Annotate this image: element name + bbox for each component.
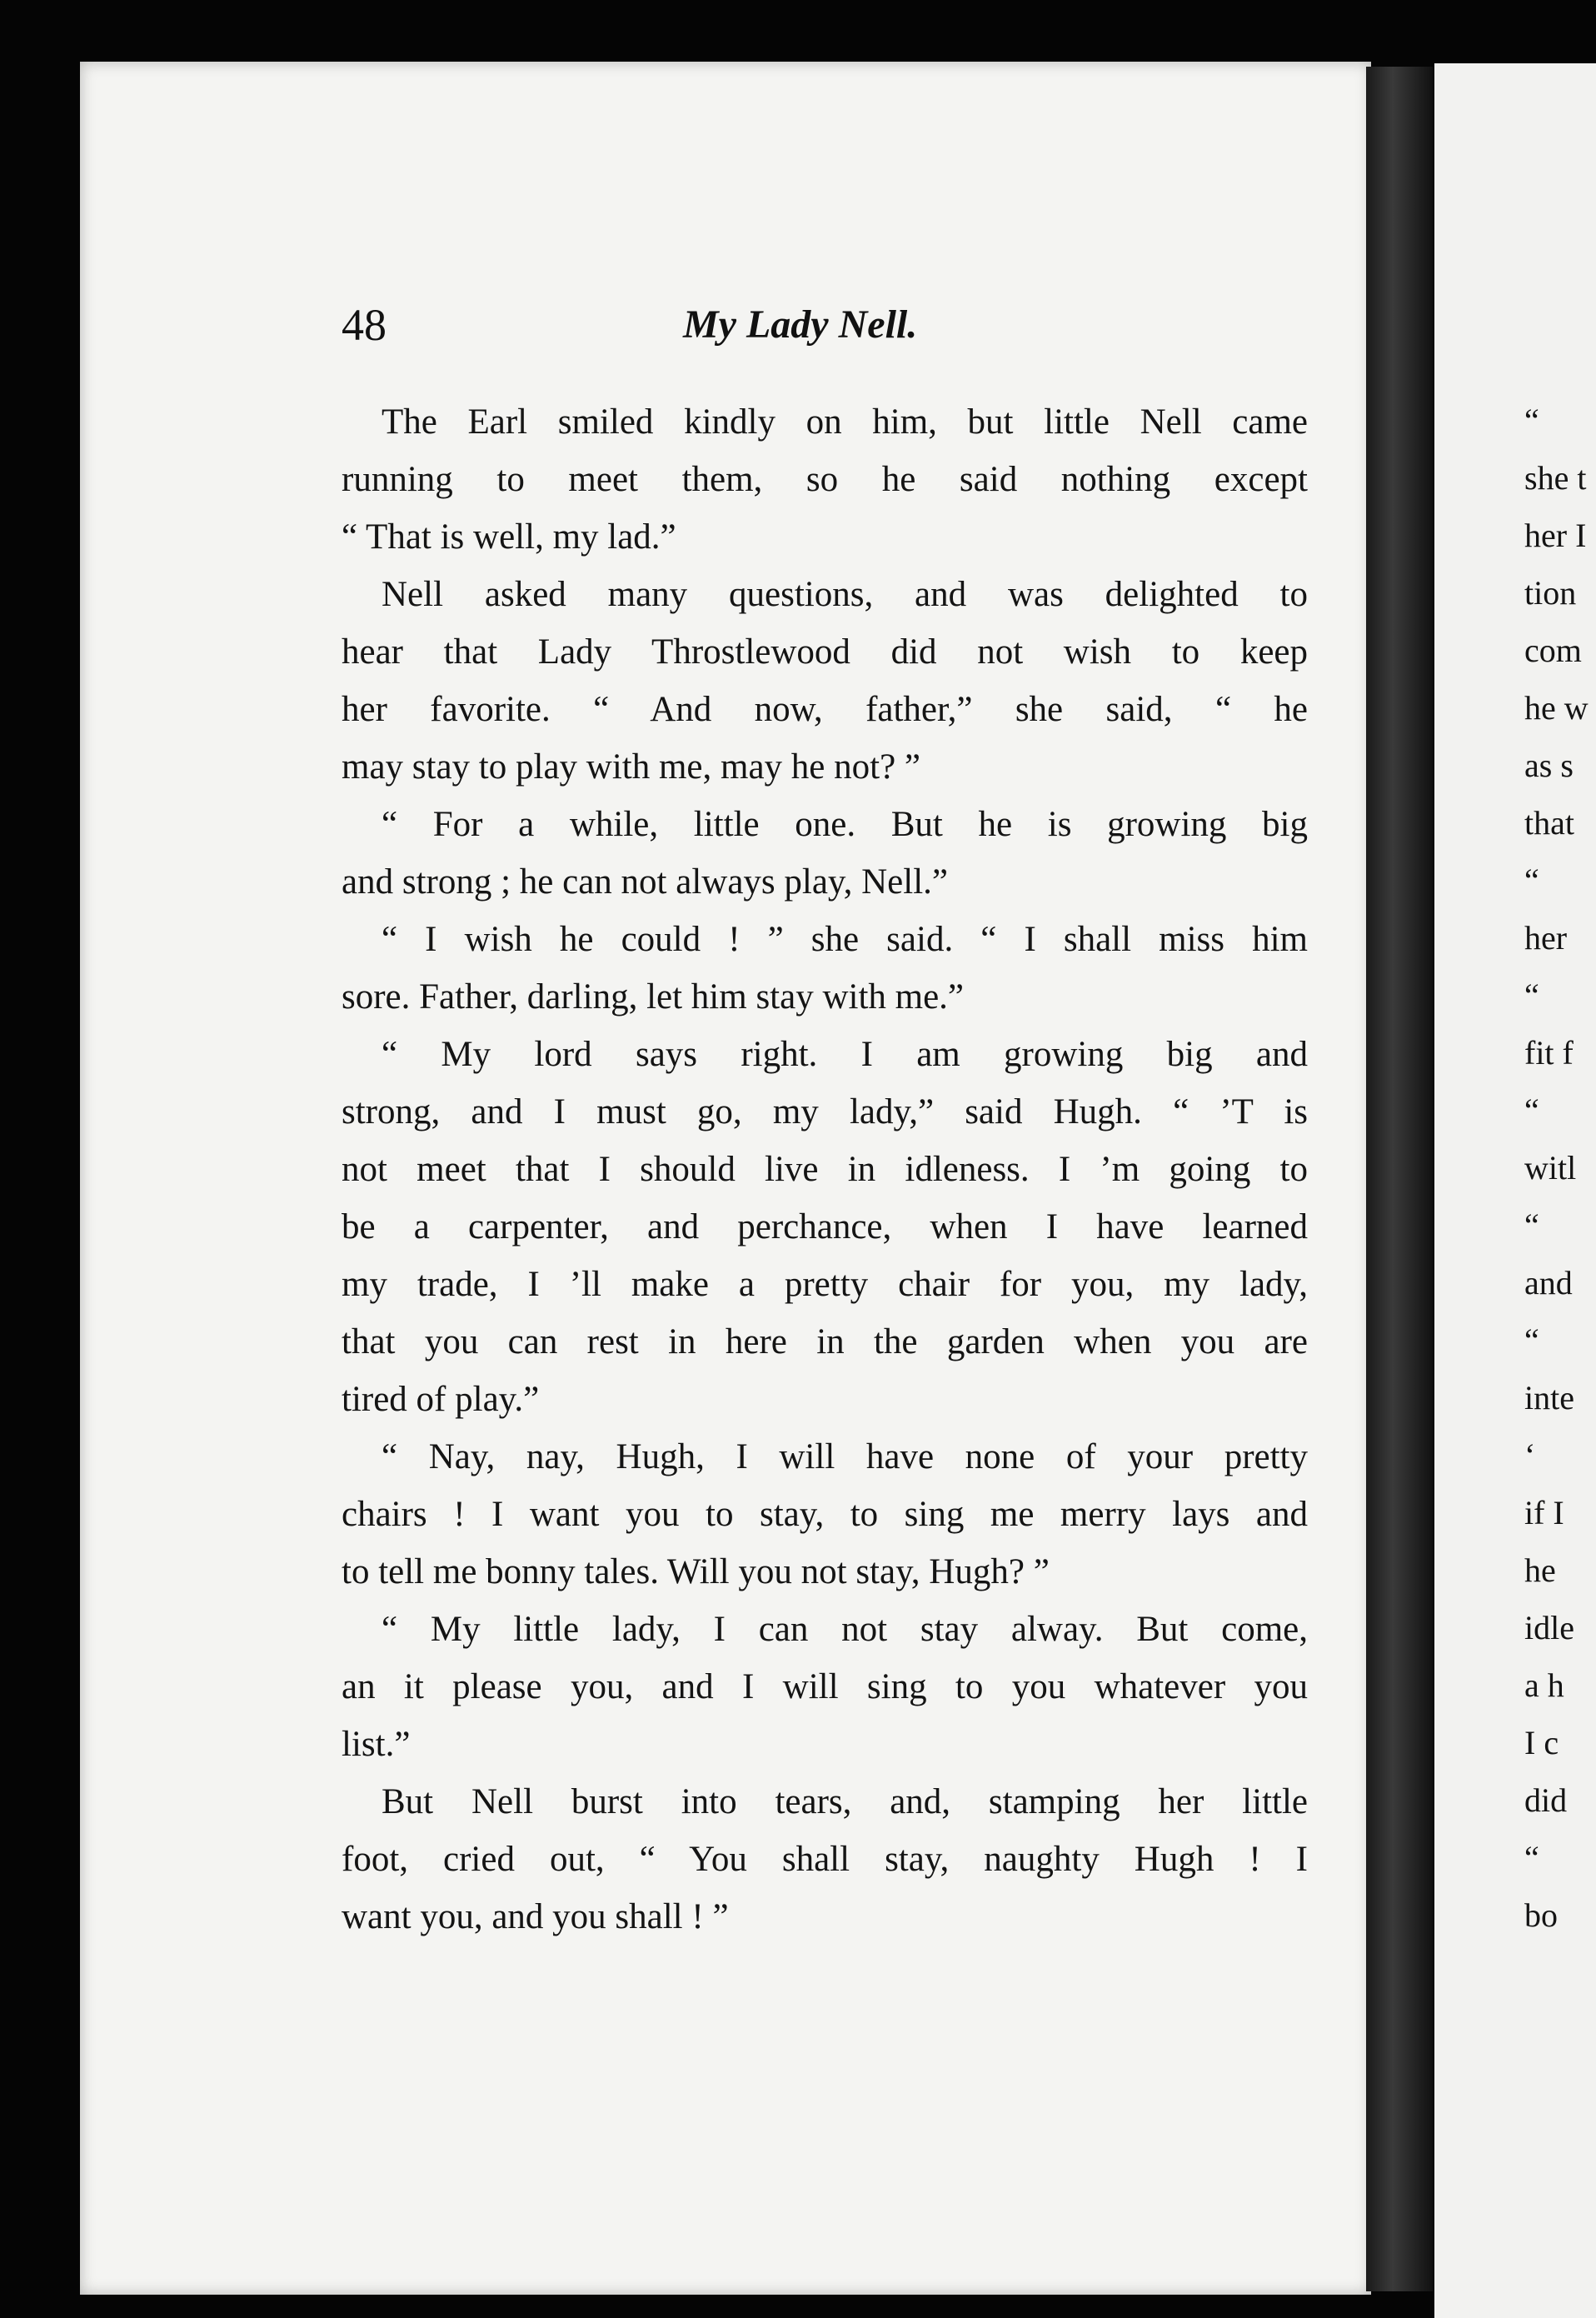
text-line: chairs ! I want you to stay, to sing me merry lays and (342, 1495, 1308, 1534)
facing-text-fragment: “ (1524, 1092, 1539, 1129)
page-header (342, 292, 1299, 358)
facing-text-fragment: her (1524, 919, 1568, 957)
text-line: not meet that I should live in idleness. I ’m going to (342, 1150, 1308, 1189)
facing-text-fragment: bo (1524, 1896, 1558, 1934)
text-line: to tell me bonny tales. Will you not stay, Hugh? ” (342, 1552, 1050, 1591)
facing-text-fragment: he w (1524, 689, 1589, 727)
text-line: may stay to play with me, may he not? ” (342, 747, 920, 787)
facing-text-fragment: “ (1524, 1839, 1539, 1876)
page-number: 48 (342, 300, 387, 350)
text-line: be a carpenter, and perchance, when I have learned (342, 1207, 1308, 1246)
text-line: “ My little lady, I can not stay alway. But come, (382, 1610, 1308, 1649)
text-line: “ I wish he could ! ” she said. “ I shall miss him (382, 920, 1308, 959)
facing-text-fragment: a h (1524, 1666, 1564, 1704)
text-line: my trade, I ’ll make a pretty chair for you, my lady, (342, 1265, 1308, 1304)
facing-text-fragment: “ (1524, 402, 1539, 439)
facing-text-fragment: com (1524, 632, 1582, 669)
text-line: “ For a while, little one. But he is growing big (382, 805, 1308, 844)
text-line: an it please you, and I will sing to you whatever you (342, 1667, 1308, 1706)
facing-text-fragment: and (1524, 1264, 1573, 1301)
facing-text-fragment: fit f (1524, 1034, 1574, 1072)
facing-text-fragment: “ (1524, 1206, 1539, 1244)
text-line: “ My lord says right. I am growing big and (382, 1035, 1308, 1074)
facing-text-fragment: if I (1524, 1494, 1564, 1531)
facing-text-fragment: witl (1524, 1149, 1577, 1186)
facing-text-fragment: he (1524, 1551, 1556, 1589)
text-line: and strong ; he can not always play, Nell.” (342, 862, 948, 902)
facing-text-fragment: idle (1524, 1609, 1574, 1646)
facing-text-fragment: as s (1524, 747, 1574, 784)
text-line: foot, cried out, “ You shall stay, naughty Hugh ! I (342, 1840, 1308, 1879)
facing-text-fragment: her I (1524, 517, 1587, 554)
text-line: that you can rest in here in the garden when you are (342, 1322, 1308, 1361)
book-gutter (1366, 67, 1433, 2291)
facing-text-fragment: “ (1524, 862, 1539, 899)
text-line: The Earl smiled kindly on him, but little Nell came (382, 402, 1308, 442)
facing-text-fragment: ‘ (1524, 1436, 1536, 1474)
facing-text-fragment: inte (1524, 1379, 1574, 1416)
facing-text-fragment: “ (1524, 1321, 1539, 1359)
text-line: tired of play.” (342, 1380, 540, 1419)
text-line: But Nell burst into tears, and, stamping her little (382, 1782, 1308, 1821)
facing-page-text (1524, 392, 1596, 1944)
running-title: My Lady Nell. (683, 302, 918, 347)
text-line: Nell asked many questions, and was delighted to (382, 575, 1308, 614)
text-line: “ Nay, nay, Hugh, I will have none of your pretty (382, 1437, 1308, 1476)
facing-text-fragment: “ (1524, 977, 1539, 1014)
facing-text-fragment: that (1524, 804, 1574, 842)
text-line: hear that Lady Throstlewood did not wish to keep (342, 632, 1308, 672)
text-line: list.” (342, 1725, 411, 1764)
text-line: running to meet them, so he said nothing except (342, 460, 1308, 499)
facing-text-fragment: she t (1524, 459, 1587, 497)
text-line: sore. Father, darling, let him stay with me.” (342, 977, 965, 1017)
facing-text-fragment: did (1524, 1781, 1568, 1819)
text-line: strong, and I must go, my lady,” said Hugh. “ ’T is (342, 1092, 1308, 1132)
facing-text-fragment: tion (1524, 574, 1577, 612)
body-text (342, 393, 1308, 1946)
text-line: “ That is well, my lad.” (342, 517, 676, 557)
text-line: want you, and you shall ! ” (342, 1897, 729, 1936)
text-line: her favorite. “ And now, father,” she said, “ he (342, 690, 1308, 729)
facing-text-fragment: I c (1524, 1724, 1559, 1761)
